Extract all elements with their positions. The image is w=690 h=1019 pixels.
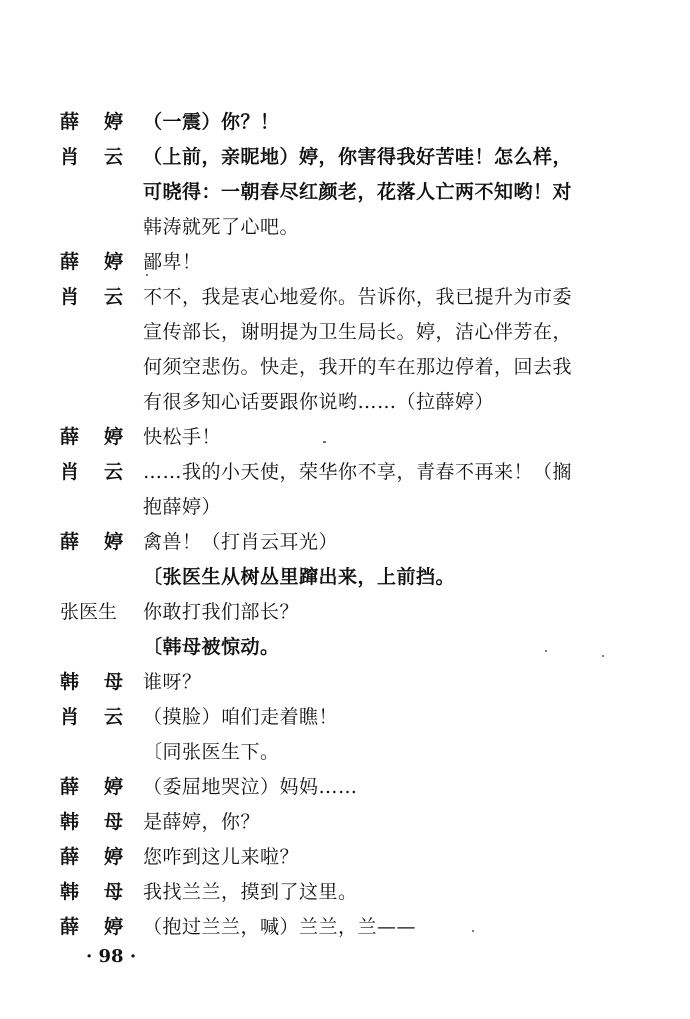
dialogue-continuation xyxy=(0,175,690,209)
dialogue-text: 您咋到这儿来啦？ xyxy=(143,846,300,868)
scan-speck xyxy=(472,930,474,932)
stage-direction xyxy=(0,735,690,769)
dialogue-text: （抱过兰兰，喊）兰兰，兰—— xyxy=(143,916,417,938)
dialogue-text: （上前，亲昵地）婷，你害得我好苦哇！怎么样， xyxy=(143,146,573,168)
dialogue-text: （摸脸）咱们走着瞧！ xyxy=(143,706,339,728)
dialogue-line: 韩 母 谁呀？ xyxy=(0,665,690,699)
stage-direction-text: 〔同张医生下。 xyxy=(143,741,280,763)
scan-speck xyxy=(545,650,547,652)
dialogue-continuation xyxy=(0,210,690,244)
dialogue-text: 我找兰兰，摸到了这里。 xyxy=(143,881,358,903)
dialogue-text: 鄙卑！ xyxy=(143,251,202,273)
dialogue-continuation xyxy=(0,315,690,349)
dialogue-text: ……我的小天使，荣华你不享，青春不再来！（搁 xyxy=(143,461,573,483)
dialogue-text: 禽兽！（打肖云耳光） xyxy=(143,531,339,553)
dialogue-line: 韩 母 是薛婷，你？ xyxy=(0,805,690,839)
dialogue-text: 可晓得：一朝春尽红颜老，花落人亡两不知哟！对 xyxy=(143,181,573,203)
dialogue-line: 肖 云 ……我的小天使，荣华你不享，青春不再来！（搁 xyxy=(0,455,690,489)
dialogue-text: 韩涛就死了心吧。 xyxy=(143,216,300,238)
dialogue-continuation xyxy=(0,385,690,419)
page-number: · 98 · xyxy=(86,946,137,967)
scan-speck xyxy=(602,655,604,657)
dialogue-line: 韩 母 我找兰兰，摸到了这里。 xyxy=(0,875,690,909)
dialogue-text: 你敢打我们部长？ xyxy=(143,601,300,623)
dialogue-line: 薛 婷 快松手！ xyxy=(0,420,690,454)
scan-speck xyxy=(146,274,148,276)
stage-direction-text: 〔韩母被惊动。 xyxy=(143,636,280,658)
dialogue-text: 不不，我是衷心地爱你。告诉你，我已提升为市委 xyxy=(143,286,573,308)
dialogue-text: 谁呀？ xyxy=(143,671,202,693)
dialogue-line: 薛 婷 鄙卑！ xyxy=(0,245,690,279)
stage-direction xyxy=(0,630,690,664)
dialogue-line: 薛 婷 （委屈地哭泣）妈妈…… xyxy=(0,770,690,804)
stage-direction xyxy=(0,560,690,594)
dialogue-text: 是薛婷，你？ xyxy=(143,811,261,833)
dialogue-text: 快松手！ xyxy=(143,426,222,448)
dialogue-continuation xyxy=(0,350,690,384)
dialogue-text: 何须空悲伤。快走，我开的车在那边停着，回去我 xyxy=(143,356,573,378)
dialogue-line: 薛 婷 （抱过兰兰，喊）兰兰，兰—— xyxy=(0,910,690,944)
dialogue-line: 肖 云 （上前，亲昵地）婷，你害得我好苦哇！怎么样， xyxy=(0,140,690,174)
dialogue-line: 薛 婷 （一震）你？！ xyxy=(0,105,690,139)
dialogue-line: 肖 云 （摸脸）咱们走着瞧！ xyxy=(0,700,690,734)
speaker-name: 张医生 xyxy=(60,601,118,623)
dialogue-text: （委屈地哭泣）妈妈…… xyxy=(143,776,358,798)
dialogue-continuation xyxy=(0,490,690,524)
dialogue-text: 宣传部长，谢明提为卫生局长。婷，洁心伴芳在， xyxy=(143,321,573,343)
dialogue-line xyxy=(0,595,690,629)
dialogue-text: 抱薛婷） xyxy=(143,496,222,518)
dialogue-line: 肖 云 不不，我是衷心地爱你。告诉你，我已提升为市委 xyxy=(0,280,690,314)
dialogue-line: 薛 婷 禽兽！（打肖云耳光） xyxy=(0,525,690,559)
dialogue-text: 有很多知心话要跟你说哟……（拉薛婷） xyxy=(143,391,495,413)
dialogue-text: （一震）你？！ xyxy=(143,111,280,133)
stage-direction-text: 〔张医生从树丛里蹿出来，上前挡。 xyxy=(143,566,456,588)
dialogue-line: 薛 婷 您咋到这儿来啦？ xyxy=(0,840,690,874)
scan-speck xyxy=(323,441,326,443)
